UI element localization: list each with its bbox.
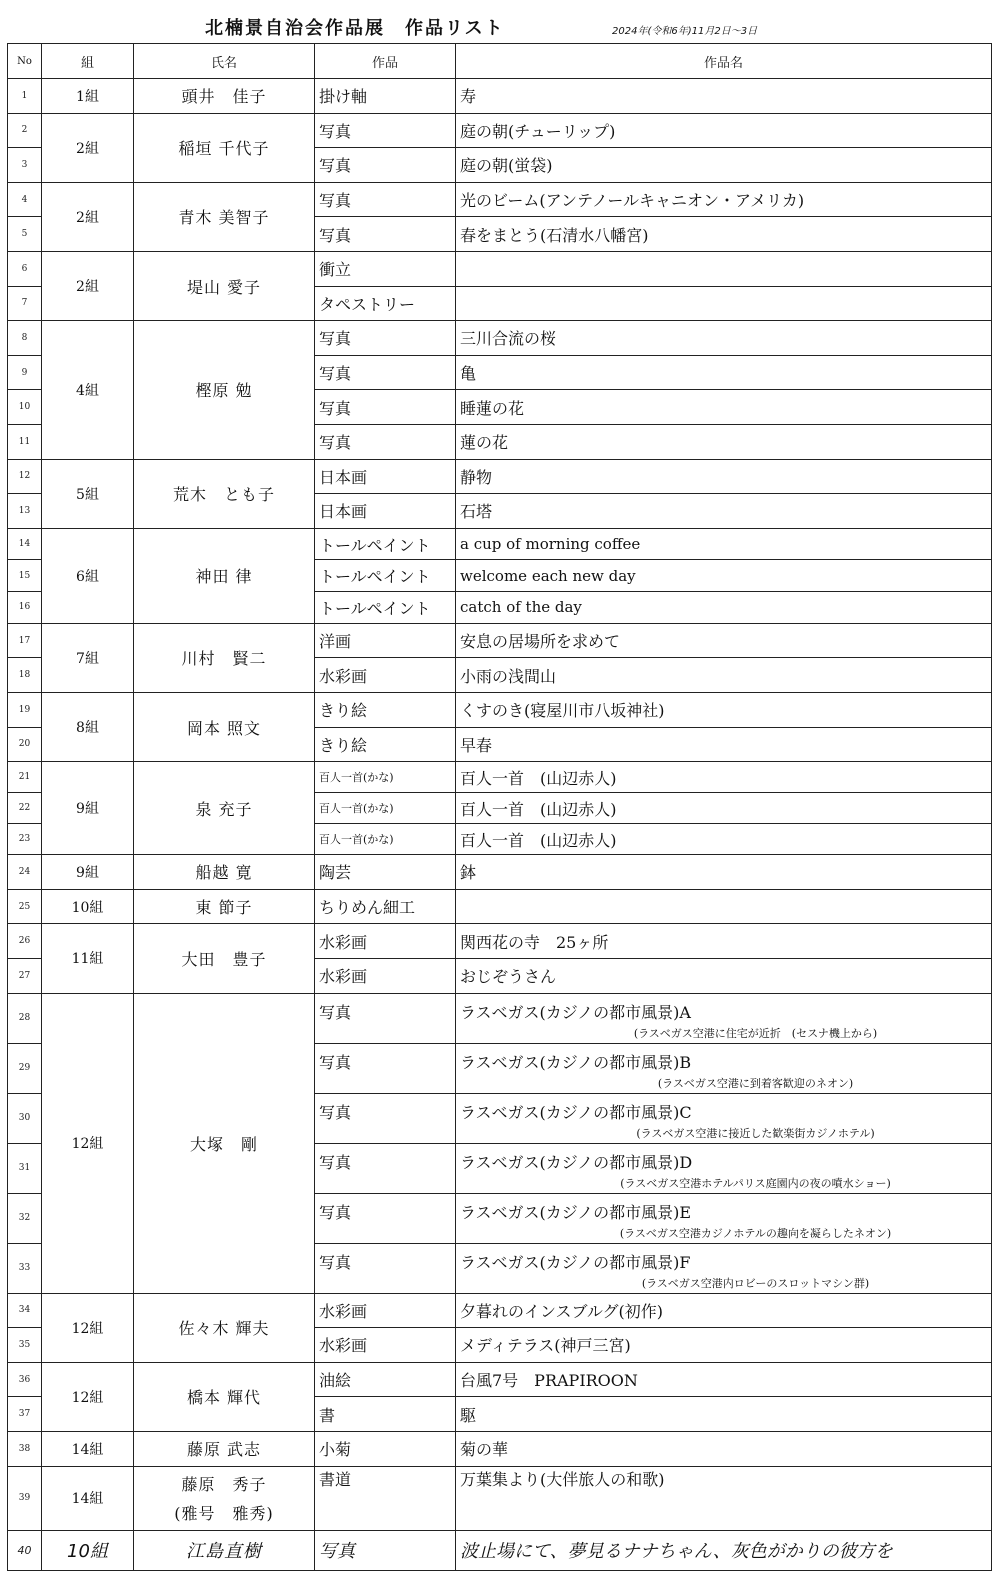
entry-no: 24: [8, 855, 42, 890]
entry-name-text: 佐々木 輝夫: [178, 1319, 270, 1339]
entry-title: [456, 855, 992, 890]
entry-title-text: 光のビーム(アンテノールキャニオン・アメリカ): [460, 191, 805, 211]
entry-kind: 衝立: [315, 251, 456, 286]
entry-title-text: 庭の朝(チューリップ): [460, 121, 616, 141]
entry-title-text: ラスベガス(カジノの都市風景)B: [460, 1052, 692, 1072]
entry-title-text: 駆: [460, 1405, 477, 1425]
entry-title-text: 台風7号 PRAPIROON: [460, 1371, 638, 1391]
entry-no: 23: [8, 824, 42, 855]
entry-title: [456, 459, 992, 494]
entry-name-text: 大田 豊子: [181, 949, 267, 969]
table-row: [8, 855, 992, 890]
col-header-kind: 作品: [315, 44, 456, 79]
table-row: [8, 182, 992, 217]
handwritten-no: 40: [8, 1530, 42, 1570]
table-row: [8, 1293, 992, 1328]
entry-title: [456, 692, 992, 727]
entry-title-text: 夕暮れのインスブルグ(初作): [460, 1301, 664, 1321]
entry-kind: 日本画: [315, 459, 456, 494]
entry-title: [456, 762, 992, 793]
entry-title-text: a cup of morning coffee: [460, 535, 641, 554]
entry-group: 12組: [42, 1362, 134, 1431]
table-body: [8, 79, 992, 1571]
entry-kind: 写真: [315, 355, 456, 390]
entry-title-text: 百人一首 (山辺赤人): [460, 799, 617, 819]
entry-no: 29: [8, 1043, 42, 1093]
col-header-title: 作品名: [456, 44, 992, 79]
entry-title-text: ラスベガス(カジノの都市風景)E: [460, 1202, 692, 1222]
table-row: [8, 113, 992, 148]
entry-name: [134, 182, 315, 251]
entry-group: 1組: [42, 79, 134, 114]
entry-kind: 写真: [315, 993, 456, 1043]
entry-kind: 水彩画: [315, 1328, 456, 1363]
entry-title: [456, 793, 992, 824]
col-header-group: 組: [42, 44, 134, 79]
entry-title: [456, 1431, 992, 1466]
entry-name: [134, 113, 315, 182]
entry-no: 1: [8, 79, 42, 114]
entry-name-text: 岡本 照文: [186, 718, 262, 738]
entry-name-text: 稲垣 千代子: [178, 139, 270, 159]
entry-kind: 書道: [315, 1466, 456, 1530]
entry-title: [456, 1193, 992, 1243]
exhibition-date: 2024年(令和6年)11月2日～3日: [612, 26, 758, 37]
entry-kind: 書: [315, 1397, 456, 1432]
entry-no: 36: [8, 1362, 42, 1397]
table-row: [8, 692, 992, 727]
entry-title-text: 安息の居場所を求めて: [460, 632, 621, 652]
entry-title: [456, 1362, 992, 1397]
handwritten-group: 10組: [42, 1530, 134, 1570]
entry-kind: 写真: [315, 424, 456, 459]
entry-group: 12組: [42, 1293, 134, 1362]
entry-kind: きり絵: [315, 727, 456, 762]
entry-title-text: 小雨の浅間山: [460, 666, 557, 686]
entry-no: 28: [8, 993, 42, 1043]
entry-no: 11: [8, 424, 42, 459]
entry-title: [456, 1397, 992, 1432]
entry-name-text: 橋本 輝代: [186, 1388, 262, 1408]
entry-kind: ちりめん細工: [315, 889, 456, 924]
entry-kind: 写真: [315, 148, 456, 183]
entry-title-note: (ラスベガス空港ホテルパリス庭園内の夜の噴水ショー): [620, 1176, 891, 1190]
entry-name: [134, 1431, 315, 1466]
entry-group: 5組: [42, 459, 134, 528]
entry-title-text: 万葉集より(大伴旅人の和歌): [460, 1469, 665, 1489]
table-row: [8, 528, 992, 560]
entry-kind: 写真: [315, 1043, 456, 1093]
entry-kind: 写真: [315, 1093, 456, 1143]
entry-name: [134, 321, 315, 459]
entry-no: 20: [8, 727, 42, 762]
entry-kind: 写真: [315, 217, 456, 252]
table-row: [8, 762, 992, 793]
entry-title: [456, 993, 992, 1043]
entry-title: [456, 286, 992, 321]
entry-title-text: welcome each new day: [460, 566, 636, 585]
entry-group: 4組: [42, 321, 134, 459]
entry-no: 14: [8, 528, 42, 560]
entry-no: 19: [8, 692, 42, 727]
table-row: [8, 321, 992, 356]
entry-no: 31: [8, 1143, 42, 1193]
entry-title-text: 静物: [460, 467, 493, 487]
entry-kind: 油絵: [315, 1362, 456, 1397]
entry-title-text: ラスベガス(カジノの都市風景)D: [460, 1152, 693, 1172]
entry-title: [456, 148, 992, 183]
entry-kind: 水彩画: [315, 924, 456, 959]
entry-title-note: (ラスベガス空港カジノホテルの趣向を凝らしたネオン): [619, 1226, 892, 1240]
entry-kind: 写真: [315, 182, 456, 217]
table-row: [8, 79, 992, 114]
entry-title-text: 百人一首 (山辺赤人): [460, 768, 617, 788]
entry-name: [134, 993, 315, 1293]
entry-group: 2組: [42, 251, 134, 320]
table-row: [8, 1466, 992, 1530]
col-header-name: 氏名: [134, 44, 315, 79]
entry-title: [456, 824, 992, 855]
entry-title-text: 庭の朝(蛍袋): [460, 156, 553, 176]
entry-title: [456, 958, 992, 993]
entry-kind: 百人一首(かな): [315, 824, 456, 855]
entry-no: 38: [8, 1431, 42, 1466]
entry-name: [134, 623, 315, 692]
entry-kind: タペストリー: [315, 286, 456, 321]
entry-title-text: ラスベガス(カジノの都市風景)C: [460, 1102, 692, 1122]
entry-title: [456, 390, 992, 425]
entry-title: [456, 623, 992, 658]
entry-no: 10: [8, 390, 42, 425]
entry-no: 15: [8, 560, 42, 592]
entry-name: [134, 459, 315, 528]
entry-group: 2組: [42, 182, 134, 251]
entry-no: 21: [8, 762, 42, 793]
entry-title: [456, 321, 992, 356]
entry-no: 39: [8, 1466, 42, 1530]
entry-title: [456, 1466, 992, 1530]
entry-title: [456, 658, 992, 693]
entry-name-text: 荒木 とも子: [172, 485, 275, 505]
entry-name: [134, 528, 315, 623]
entry-no: 35: [8, 1328, 42, 1363]
entry-title: [456, 424, 992, 459]
entry-group: 2組: [42, 113, 134, 182]
entry-title-text: メディテラス(神戸三宮): [460, 1336, 631, 1356]
entry-title: [456, 1143, 992, 1193]
entry-name: [134, 855, 315, 890]
entry-no: 34: [8, 1293, 42, 1328]
entry-title-note: (ラスベガス空港内ロビーのスロットマシン群): [641, 1276, 870, 1290]
entry-name: [134, 251, 315, 320]
entry-no: 6: [8, 251, 42, 286]
entry-no: 17: [8, 623, 42, 658]
entry-title-text: 百人一首 (山辺赤人): [460, 830, 617, 850]
entry-title-text: くすのき(寝屋川市八坂神社): [460, 701, 665, 721]
entry-kind: 写真: [315, 1143, 456, 1193]
entry-title: [456, 1243, 992, 1293]
handwritten-kind: 写真: [315, 1530, 456, 1570]
entry-kind: トールペイント: [315, 560, 456, 592]
entry-title: [456, 182, 992, 217]
entry-no: 3: [8, 148, 42, 183]
entry-title-text: 石塔: [460, 502, 493, 522]
entry-kind: 写真: [315, 390, 456, 425]
entry-name: [134, 762, 315, 855]
entry-no: 32: [8, 1193, 42, 1243]
entry-no: 18: [8, 658, 42, 693]
handwritten-name: 江島直樹: [134, 1530, 315, 1570]
table-header-row: [8, 44, 992, 79]
table-row: [8, 251, 992, 286]
entry-kind: トールペイント: [315, 528, 456, 560]
entry-title-text: 寿: [460, 87, 477, 107]
entry-no: 12: [8, 459, 42, 494]
entry-no: 37: [8, 1397, 42, 1432]
entry-no: 26: [8, 924, 42, 959]
entry-title: [456, 217, 992, 252]
entry-group: 9組: [42, 762, 134, 855]
entry-title: [456, 924, 992, 959]
entry-title: [456, 528, 992, 560]
entry-title: [456, 113, 992, 148]
entry-name-text: 神田 律: [195, 567, 253, 587]
entry-group: 10組: [42, 889, 134, 924]
works-table: [7, 43, 992, 1571]
entry-title-text: 睡蓮の花: [460, 398, 525, 418]
entry-title: [456, 727, 992, 762]
entry-no: 22: [8, 793, 42, 824]
entry-title-text: 春をまとう(石清水八幡宮): [460, 225, 649, 245]
entry-no: 33: [8, 1243, 42, 1293]
entry-name: [134, 889, 315, 924]
entry-title-note: (ラスベガス空港に住宅が近折 (セスナ機上から): [633, 1026, 878, 1040]
entry-kind: トールペイント: [315, 592, 456, 624]
entry-group: 6組: [42, 528, 134, 623]
entry-title-text: ラスベガス(カジノの都市風景)A: [460, 1002, 691, 1022]
entry-name-text: 堤山 愛子: [186, 277, 262, 297]
entry-name-text: 青木 美智子: [178, 208, 270, 228]
entry-name: [134, 692, 315, 761]
entry-kind: 百人一首(かな): [315, 762, 456, 793]
table-row: [8, 459, 992, 494]
entry-name: [134, 79, 315, 114]
entry-kind: きり絵: [315, 692, 456, 727]
entry-title: [456, 592, 992, 624]
table-row: [8, 924, 992, 959]
entry-name: [134, 924, 315, 993]
entry-no: 9: [8, 355, 42, 390]
entry-title: [456, 560, 992, 592]
entry-title-text: catch of the day: [460, 598, 582, 617]
entry-kind: 百人一首(かな): [315, 793, 456, 824]
handwritten-row: [8, 1530, 992, 1570]
entry-title: [456, 355, 992, 390]
handwritten-title: 波止場にて、夢見るナナちゃん、灰色がかりの彼方を: [456, 1530, 992, 1570]
col-header-no: No: [8, 44, 42, 79]
table-row: [8, 1362, 992, 1397]
entry-group: 14組: [42, 1466, 134, 1530]
entry-title-text: ラスベガス(カジノの都市風景)F: [460, 1252, 691, 1272]
entry-title-text: 早春: [460, 735, 493, 755]
entry-name: [134, 1466, 315, 1530]
document-title: 北楠景自治会作品展 作品リスト: [205, 18, 505, 39]
entry-no: 13: [8, 494, 42, 529]
entry-title-note: (ラスベガス空港に到着客歓迎のネオン): [657, 1076, 854, 1090]
entry-title-note: (ラスベガス空港に接近した歓楽街カジノホテル): [636, 1126, 875, 1140]
entry-no: 8: [8, 321, 42, 356]
entry-group: 11組: [42, 924, 134, 993]
entry-kind: 掛け軸: [315, 79, 456, 114]
entry-no: 30: [8, 1093, 42, 1143]
entry-kind: 水彩画: [315, 1293, 456, 1328]
entry-no: 27: [8, 958, 42, 993]
entry-no: 7: [8, 286, 42, 321]
entry-name: [134, 1293, 315, 1362]
entry-kind: 写真: [315, 113, 456, 148]
entry-kind: 小菊: [315, 1431, 456, 1466]
entry-group: 9組: [42, 855, 134, 890]
entry-kind: 水彩画: [315, 958, 456, 993]
entry-title: [456, 1328, 992, 1363]
entry-title-text: 亀: [460, 364, 477, 384]
entry-title-text: 蓮の花: [460, 433, 509, 453]
entry-no: 4: [8, 182, 42, 217]
entry-pen-name: (雅号 雅秀): [174, 1504, 274, 1523]
entry-title: [456, 79, 992, 114]
entry-title: [456, 1293, 992, 1328]
entry-title: [456, 889, 992, 924]
entry-group: 12組: [42, 993, 134, 1293]
entry-name-text: 藤原 武志: [186, 1440, 262, 1460]
entry-name-text: 頭井 佳子: [181, 87, 267, 107]
entry-title: [456, 1093, 992, 1143]
entry-name-text: 大塚 剛: [189, 1134, 258, 1154]
entry-name-text: 船越 寛: [195, 863, 253, 883]
entry-name-text: 樫原 勉: [195, 381, 253, 401]
entry-title-text: 菊の華: [460, 1440, 509, 1460]
entry-group: 14組: [42, 1431, 134, 1466]
table-row: [8, 993, 992, 1043]
entry-kind: 水彩画: [315, 658, 456, 693]
entry-name: [134, 1362, 315, 1431]
entry-title-text: 関西花の寺 25ヶ所: [460, 932, 609, 952]
entry-title-text: おじぞうさん: [460, 967, 557, 987]
entry-no: 5: [8, 217, 42, 252]
entry-group: 7組: [42, 623, 134, 692]
entry-title-text: 鉢: [460, 863, 477, 883]
entry-name-text: 東 節子: [195, 898, 253, 918]
entry-title: [456, 251, 992, 286]
entry-kind: 洋画: [315, 623, 456, 658]
entry-kind: 写真: [315, 1193, 456, 1243]
entry-kind: 陶芸: [315, 855, 456, 890]
entry-kind: 日本画: [315, 494, 456, 529]
table-row: [8, 1431, 992, 1466]
entry-no: 16: [8, 592, 42, 624]
entry-group: 8組: [42, 692, 134, 761]
entry-name-text: 泉 充子: [195, 799, 253, 819]
entry-no: 25: [8, 889, 42, 924]
entry-name-text: 川村 賢二: [181, 649, 267, 669]
entry-kind: 写真: [315, 321, 456, 356]
entry-name-text: 藤原 秀子: [181, 1475, 267, 1494]
table-row: [8, 623, 992, 658]
entry-title: [456, 1043, 992, 1093]
entry-title-text: 三川合流の桜: [460, 329, 557, 349]
entry-kind: 写真: [315, 1243, 456, 1293]
entry-title: [456, 494, 992, 529]
entry-no: 2: [8, 113, 42, 148]
table-row: [8, 889, 992, 924]
